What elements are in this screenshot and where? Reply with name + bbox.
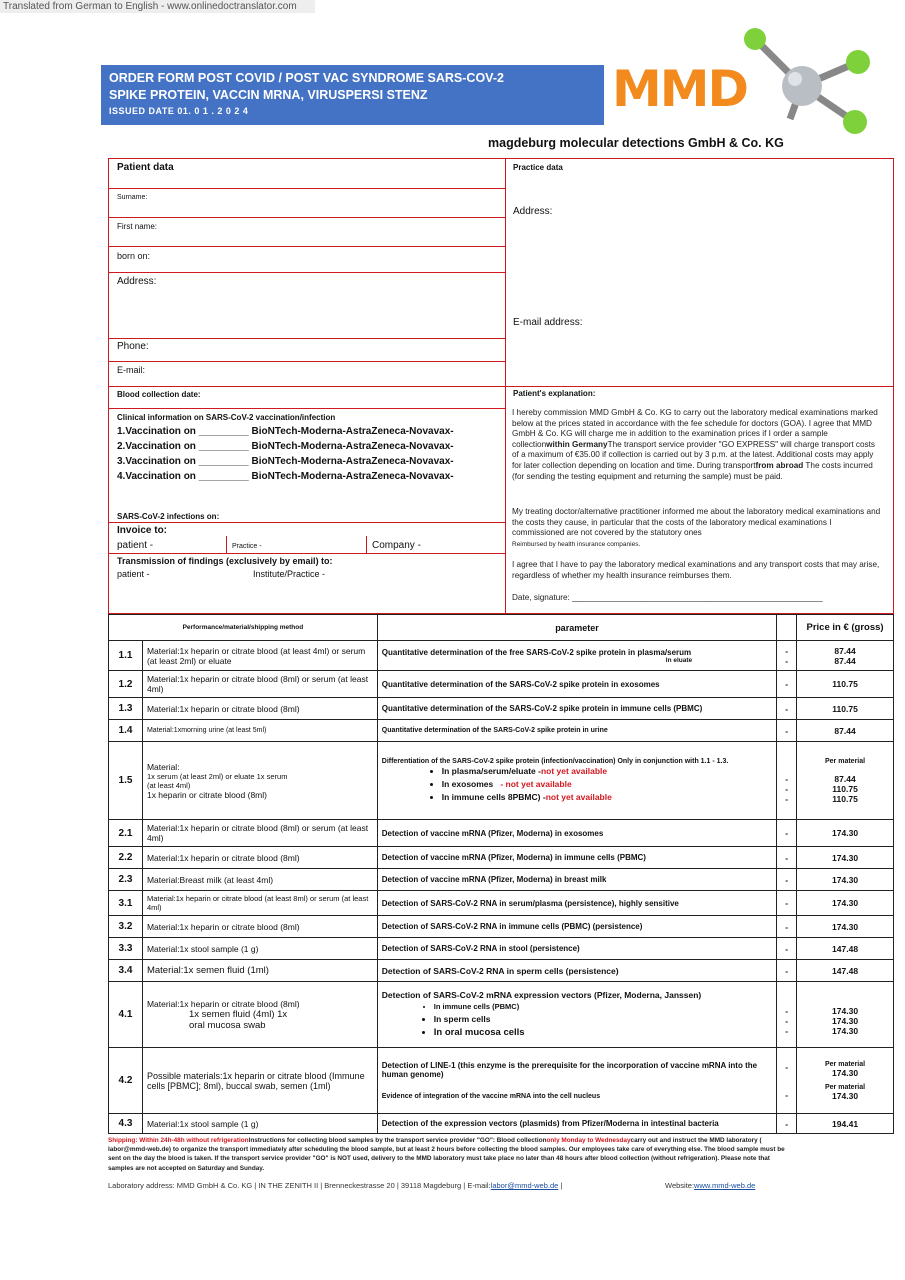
practice-data-heading: Practice data [513,163,563,172]
header-price: Price in € (gross) [797,615,894,641]
lab-email-link[interactable]: labor@mmd-web.de [490,1181,559,1190]
signature-field[interactable]: Date, signature: _______________________________________________________ [512,593,823,602]
issued-date: ISSUED DATE 01. 0 1 . 2 0 2 4 [109,106,249,116]
table-row[interactable]: 2.2 Material:1x heparin or citrate blood (8ml) Detection of vaccine mRNA (Pfizer, Moderna) in immune cells (PBMC) - 174.30 [109,847,894,869]
form-title-box [101,65,604,125]
table-row[interactable]: 4.3 Material:1x stool sample (1 g) Detection of the expression vectors (plasmids) from Pfizer/Moderna in intestinal bacteria - 194.41 [109,1114,894,1134]
infections-field[interactable]: SARS-CoV-2 infections on: [117,512,220,521]
website-footer: Website:www.mmd-web.de [665,1181,756,1190]
invoice-company-option[interactable]: Company - [372,540,421,551]
invoice-heading: Invoice to: [117,525,168,536]
surname-field[interactable]: Surname: [117,194,148,201]
vaccination-2[interactable]: 2.Vaccination on _________ BioNTech-Moderna-AstraZeneca-Novavax- [117,441,454,452]
table-row[interactable]: 2.1 Material:1x heparin or citrate blood (8ml) or serum (at least 4ml) Detection of vaccine mRNA (Pfizer, Moderna) in exosomes - 174.30 [109,820,894,847]
vaccination-4[interactable]: 4.Vaccination on _________ BioNTech-Moderna-AstraZeneca-Novavax- [117,471,454,482]
molecule-logo-icon [740,24,880,142]
phone-field[interactable]: Phone: [117,341,149,352]
form-title-line2: SPIKE PROTEIN, VACCIN MRNA, VIRUSPERSI STENZ [109,88,428,102]
company-name: magdeburg molecular detections GmbH & Co. KG [488,136,784,150]
table-row[interactable]: 4.2 Possible materials:1x heparin or citrate blood (Immune cells [PBMC]; 8ml), buccal swab, semen (1ml) Detection of LINE-1 (this enzyme is the prerequisite for the incorporation of vaccine mRNA into the human genome) Evidence of integration of the vaccine mRNA into the cell nucleus - - Per material 174.30 Per material 174.30 [109,1048,894,1114]
clinical-info-heading: Clinical information on SARS-CoV-2 vaccination/infection [117,413,336,422]
explanation-paragraph-1: I hereby commission MMD GmbH & Co. KG to carry out the laboratory medical examinations marked below at the prices stated in accordance with the fee schedule for doctors (GOA). I agree that MMD GmbH & Co. KG will charge me in addition to the examination prices if I order a sample collectionwithin GermanyThe transport service provider "GO EXPRESS" will charge transport costs of a maximum of €35.00 if collection is carried out by 3 p.m. at the latest. Additional costs may apply for later collection depending on location and time. During transportfrom abroad The costs incurred (for sending the testing equipment and returning the sample) must be paid. [512,408,878,481]
explanation-heading: Patient's explanation: [513,389,596,398]
table-header-row [109,615,894,641]
form-title-line1: ORDER FORM POST COVID / POST VAC SYNDROME SARS-COV-2 [109,71,504,85]
transmission-heading: Transmission of findings (exclusively by email) to: [117,556,333,566]
explanation-paragraph-2: My treating doctor/alternative practitioner informed me about the laboratory medical examinations and the costs they cause, in particular that the costs of the laboratory medical examinations I commissioned are not covered by the statutory ones Reimbursed by health insurance companies. [512,507,881,548]
table-row[interactable]: 1.3 Material:1x heparin or citrate blood (8ml) Quantitative determination of the SARS-CoV-2 spike protein in immune cells (PBMC) - 110.75 [109,698,894,720]
price-table [108,614,894,1134]
table-row[interactable]: 1.4 Material:1xmorning urine (at least 5ml) Quantitative determination of the SARS-CoV-2 spike protein in urine - 87.44 [109,720,894,742]
table-row[interactable]: 2.3 Material:Breast milk (at least 4ml) Detection of vaccine mRNA (Pfizer, Moderna) in breast milk - 174.30 [109,869,894,891]
patient-data-heading: Patient data [117,162,174,173]
transmission-patient-option[interactable]: patient - [117,569,150,579]
invoice-practice-option[interactable]: Practice - [232,543,262,550]
table-row[interactable]: 3.3 Material:1x stool sample (1 g) Detection of SARS-CoV-2 RNA in stool (persistence) - 147.48 [109,938,894,960]
mmd-logo: MMD [612,60,748,118]
patient-address-field[interactable]: Address: [117,276,157,287]
website-link[interactable]: www.mmd-web.de [694,1181,756,1190]
patient-email-field[interactable]: E-mail: [117,365,146,375]
vaccination-1[interactable]: 1.Vaccination on _________ BioNTech-Moderna-AstraZeneca-Novavax- [117,426,454,437]
blood-collection-date-field[interactable]: Blood collection date: [117,390,201,399]
table-row[interactable]: 3.1 Material:1x heparin or citrate blood (at least 8ml) or serum (at least 4ml) Detection of SARS-CoV-2 RNA in serum/plasma (persistence), highly sensitive - 174.30 [109,891,894,916]
table-row[interactable]: 1.1 Material:1x heparin or citrate blood (at least 4ml) or serum (at least 2ml) or eluate Quantitative determination of the free SARS-CoV-2 spike protein in plasma/serum In eluate - - 87.44 87.44 [109,641,894,671]
header-parameter: parameter [377,615,776,641]
vaccination-3[interactable]: 3.Vaccination on _________ BioNTech-Moderna-AstraZeneca-Novavax- [117,456,454,467]
lab-address-footer: Laboratory address: MMD GmbH & Co. KG | IN THE ZENITH II | Brenneckestrasse 20 | 39118 Magdeburg | E-mail:labor@mmd-web.de | [108,1181,563,1190]
shipping-footnote: Shipping: Within 24h-48h without refrigerationInstructions for collecting blood samples by the transport service provider "GO": Blood collectiononly Monday to Wednesdaycarry out and instruct the MMD laboratory ( labor@mmd-web.de) to organize the transport immediately after scheduling the blood sample, but at least 2 hours before collecting the blood samples. Our employees take care of everything else. The blood sample must be sent on the day the blood is taken. If the transport service provider "GO" is NOT used, delivery to the MMD laboratory must take place no later than 48 hours after blood collection (without refrigeration). Please note that samples are not accepted on Saturday and Sunday. [108,1137,785,1172]
table-row[interactable]: 4.1 Material:1x heparin or citrate blood (8ml) 1x semen fluid (4ml) 1x oral mucosa swab Detection of SARS-CoV-2 mRNA expression vectors (Pfizer, Moderna, Janssen) • In immune cells (PBMC) • In sperm cells • In oral mucosa cells - - - 174.30 174.30 174.30 [109,982,894,1048]
header-method: Performance/material/shipping method [109,615,378,641]
translation-banner: Translated from German to English - www.onlinedoctranslator.com [0,0,315,13]
table-row[interactable]: 3.2 Material:1x heparin or citrate blood (8ml) Detection of SARS-CoV-2 RNA in immune cells (PBMC) (persistence) - 174.30 [109,916,894,938]
first-name-field[interactable]: First name: [117,222,158,231]
practice-address-field[interactable]: Address: [513,206,553,217]
table-row[interactable]: 1.5 Material: 1x serum (at least 2ml) or eluate 1x serum (at least 4ml) 1x heparin or citrate blood (8ml) Differentiation of the SARS-CoV-2 spike protein (infection/vaccination) Only in conjunction with 1.1 - 1.3. • In plasma/serum/eluate -not yet available • In exosomes - not yet available • In immune cells 8PBMC) -not yet available - - - Per material 87.44 110.75 110.75 [109,742,894,820]
invoice-patient-option[interactable]: patient - [117,540,154,551]
explanation-paragraph-3: I agree that I have to pay the laboratory medical examinations and any transport costs that may arise, regardless of whether my health insurance reimburses them. [512,560,880,580]
table-row[interactable]: 1.2 Material:1x heparin or citrate blood (8ml) or serum (at least 4ml) Quantitative determination of the SARS-CoV-2 spike protein in exosomes - 110.75 [109,671,894,698]
table-row[interactable]: 3.4 Material:1x semen fluid (1ml) Detection of SARS-CoV-2 RNA in sperm cells (persistence) - 147.48 [109,960,894,982]
practice-email-field[interactable]: E-mail address: [513,317,583,328]
transmission-institute-option[interactable]: Institute/Practice - [253,569,326,579]
born-on-field[interactable]: born on: [117,251,151,261]
